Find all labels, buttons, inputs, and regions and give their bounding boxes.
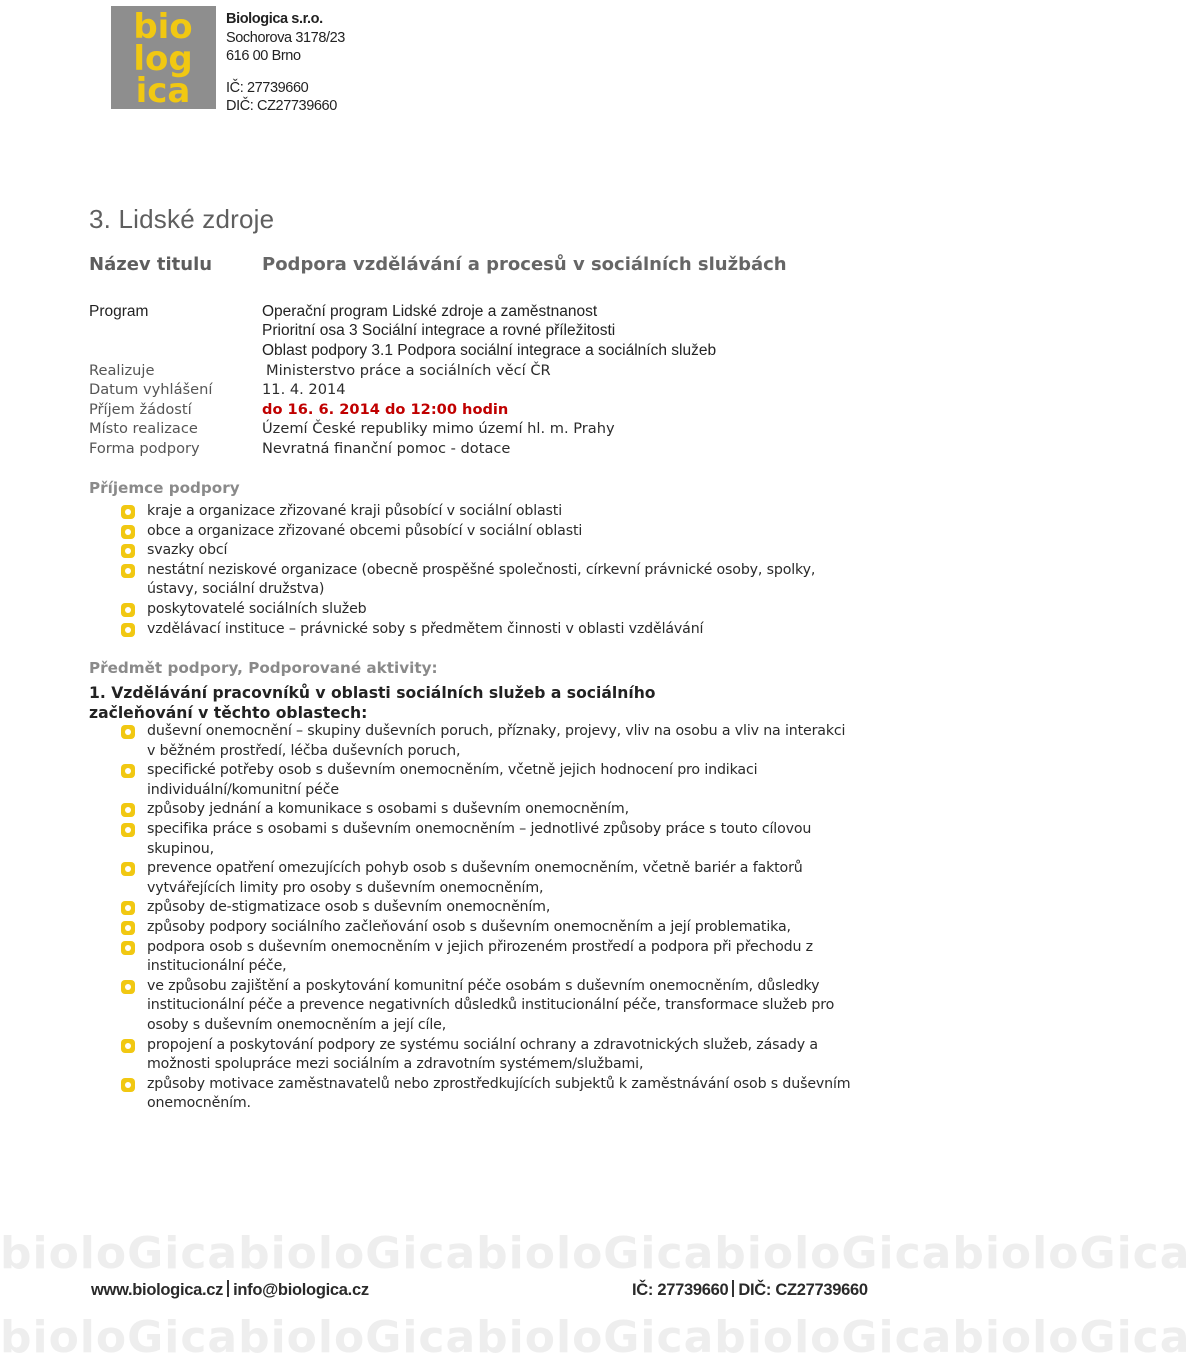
program-label: Program — [89, 303, 149, 320]
bullet-icon — [121, 901, 135, 915]
company-street: Sochorova 3178/23 — [226, 29, 345, 46]
realizuje-label: Realizuje — [89, 362, 155, 379]
misto-value: Území České republiky mimo území hl. m. Prahy — [262, 420, 615, 437]
program-line-3: Oblast podpory 3.1 Podpora sociální integrace a sociálních služeb — [262, 342, 717, 359]
footer-contacts — [91, 1280, 369, 1300]
realizuje-value: Ministerstvo práce a sociálních věcí ČR — [266, 362, 551, 379]
company-logo — [111, 6, 216, 109]
company-name: Biologica s.r.o. — [226, 11, 323, 27]
misto-label: Místo realizace — [89, 420, 198, 437]
bullet-icon — [121, 505, 135, 519]
bullet-icon — [121, 603, 135, 617]
program-line-2: Prioritní osa 3 Sociální integrace a rovné příležitosti — [262, 322, 616, 339]
predmet-item-2-line-1: specifické potřeby osob s duševním onemocněním, včetně jejich hodnocení pro indikaci — [147, 762, 758, 779]
bullet-icon — [121, 564, 135, 578]
prijemce-heading: Příjemce podpory — [89, 479, 240, 497]
logo-graphic — [111, 6, 216, 109]
logo-row-2: log — [133, 39, 193, 79]
predmet-item-1-line-2: v běžném prostředí, léčba duševních poruch, — [147, 742, 461, 759]
predmet-item-8-line-1: podpora osob s duševním onemocněním v jejich přirozeném prostředí a podpora při přechodu z — [147, 938, 813, 955]
prijemce-item-1-line-1: kraje a organizace zřizované kraji působící v sociální oblasti — [147, 503, 562, 519]
bullet-icon — [121, 980, 135, 994]
footer-web-link[interactable]: www.biologica.cz — [91, 1281, 224, 1299]
footer-ico: IČ: 27739660 — [632, 1281, 729, 1299]
predmet-item-2-line-2: individuální/komunitní péče — [147, 781, 339, 798]
bullet-icon — [121, 823, 135, 837]
company-address-block — [226, 10, 345, 116]
bullet-icon — [121, 941, 135, 955]
bullet-icon — [121, 1078, 135, 1092]
prijemce-item-2-line-1: obce a organizace zřizované obcemi působící v sociální oblasti — [147, 522, 583, 539]
footer-watermark-row-2: bioloGicabioloGicabioloGicabioloGicabioloGica — [0, 1312, 1190, 1363]
company-dic: DIČ: CZ27739660 — [226, 98, 337, 114]
predmet-item-11-line-1: způsoby motivace zaměstnavatelů nebo zprostředkujících subjektů k zaměstnávání osob s duševním — [147, 1075, 851, 1092]
predmet-item-9-line-1: ve způsobu zajištění a poskytování komunitní péče osobám s duševním onemocněním, důsledky — [147, 977, 820, 994]
predmet-item-7-line-1: způsoby podpory sociálního začleňování osob s duševním onemocněním a její problematika, — [147, 919, 791, 935]
prijemce-item-4-line-1: nestátní neziskové organizace (obecně prospěšné společnosti, církevní právnické osoby, spolky, — [147, 561, 816, 578]
bullet-icon — [121, 921, 135, 935]
predmet-item-4-line-1: specifika práce s osobami s duševním onemocněním – jednotlivé způsoby práce s touto cílovou — [147, 821, 812, 837]
predmet-item-5-line-2: vytvářejících limity pro osoby s duševním onemocněním, — [147, 879, 544, 896]
predmet-item-3-line-1: způsoby jednání a komunikace s osobami s duševním onemocněním, — [147, 801, 629, 818]
predmet-item-1-line-1: duševní onemocnění – skupiny duševních poruch, příznaky, projevy, vliv na osobu a vliv na interakci — [147, 723, 846, 739]
logo-row-1: bio — [133, 7, 193, 47]
predmet-item-9-line-2: institucionální péče a prevence negativních důsledků institucionální péče, transformace služeb pro — [147, 997, 835, 1014]
bullet-icon — [121, 862, 135, 876]
predmet-subheading-line-2: začleňování v těchto oblastech: — [89, 704, 368, 722]
program-line-1: Operační program Lidské zdroje a zaměstnanost — [262, 303, 598, 320]
company-city: 616 00 Brno — [226, 48, 301, 64]
footer-separator — [732, 1280, 734, 1297]
bullet-icon — [121, 623, 135, 637]
section-title: 3. Lidské zdroje — [89, 204, 275, 234]
prijemce-item-3-line-1: svazky obcí — [147, 542, 228, 559]
prijemce-item-5-line-1: poskytovatelé sociálních služeb — [147, 601, 367, 617]
predmet-item-6-line-1: způsoby de-stigmatizace osob s duševním onemocněním, — [147, 899, 551, 916]
predmet-item-4-line-2: skupinou, — [147, 840, 214, 857]
predmet-item-5-line-1: prevence opatření omezujících pohyb osob s duševním onemocněním, včetně bariér a faktorů — [147, 860, 803, 877]
predmet-item-9-line-3: osoby s duševním onemocněním a její cíle, — [147, 1017, 447, 1033]
title-value: Podpora vzdělávání a procesů v sociálních službách — [262, 254, 787, 275]
prijemce-item-4-line-2: ústavy, sociální družstva) — [147, 581, 325, 598]
footer-email-link[interactable]: info@biologica.cz — [233, 1281, 369, 1299]
bullet-icon — [121, 725, 135, 739]
footer-separator — [227, 1280, 229, 1297]
footer-dic: DIČ: CZ27739660 — [738, 1281, 868, 1299]
footer-watermark-row-1: bioloGicabioloGicabioloGicabioloGicabioloGica — [0, 1228, 1190, 1279]
bullet-icon — [121, 1039, 135, 1053]
prijemce-item-6-line-1: vzdělávací instituce – právnické soby s předmětem činnosti v oblasti vzdělávání — [147, 620, 704, 637]
predmet-item-11-line-2: onemocněním. — [147, 1095, 251, 1112]
company-ico: IČ: 27739660 — [226, 79, 309, 96]
logo-row-3: ica — [135, 71, 191, 111]
title-label: Název titulu — [89, 254, 213, 275]
forma-label: Forma podpory — [89, 440, 200, 457]
footer-ids — [632, 1280, 868, 1300]
bullet-icon — [121, 544, 135, 558]
datum-value: 11. 4. 2014 — [262, 381, 346, 398]
bullet-icon — [121, 525, 135, 539]
predmet-item-10-line-1: propojení a poskytování podpory ze systému sociální ochrany a zdravotnických služeb, zásady a — [147, 1036, 818, 1053]
forma-value: Nevratná finanční pomoc - dotace — [262, 440, 511, 457]
prijem-label: Příjem žádostí — [89, 401, 192, 418]
predmet-item-10-line-2: možnosti spolupráce mezi sociálním a zdravotním systémem/službami, — [147, 1056, 644, 1073]
bullet-icon — [121, 803, 135, 817]
prijem-value: do 16. 6. 2014 do 12:00 hodin — [262, 401, 509, 418]
predmet-item-8-line-2: institucionální péče, — [147, 958, 287, 975]
datum-label: Datum vyhlášení — [89, 381, 213, 398]
predmet-subheading-line-1: 1. Vzdělávání pracovníků v oblasti sociálních služeb a sociálního — [89, 684, 656, 702]
bullet-icon — [121, 764, 135, 778]
predmet-heading: Předmět podpory, Podporované aktivity: — [89, 659, 438, 677]
